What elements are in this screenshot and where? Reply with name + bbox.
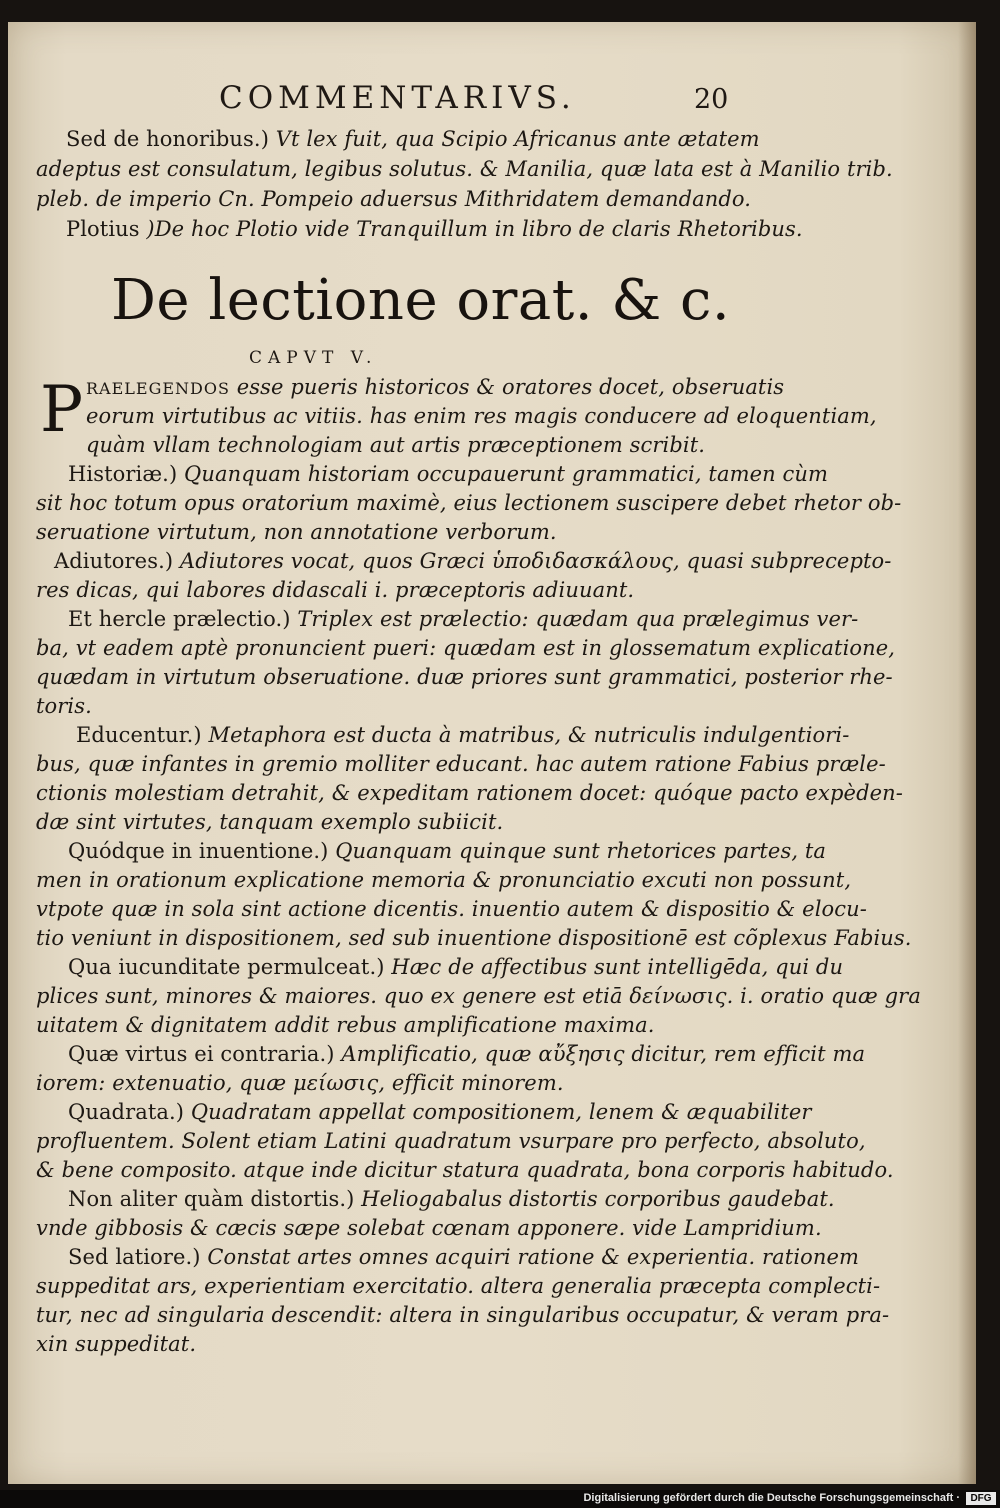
text-line <box>36 1302 889 1328</box>
commentary-text: seruatione virtutum, non annotatione verborum. <box>36 520 557 544</box>
dfg-credit-text: Digitalisierung gefördert durch die Deutsche Forschungsgemeinschaft · <box>583 1492 960 1504</box>
drop-cap: P <box>40 373 84 447</box>
commentary-text: Heliogabalus distortis corporibus gaudebat. <box>354 1187 835 1211</box>
text-line <box>66 216 803 242</box>
commentary-text: men in orationum explicatione memoria & pronunciatio excuti non possunt, <box>36 868 852 892</box>
book-page <box>8 22 976 1484</box>
commentary-text: sit hoc totum opus oratorium maximè, eius lectionem suscipere debet rhetor ob- <box>36 491 902 515</box>
commentary-text: profluentem. Solent etiam Latini quadratum vsurpare pro perfecto, absoluto, <box>36 1129 866 1153</box>
lemma: Educentur.) <box>76 723 202 747</box>
commentary-text: vnde gibbosis & cæcis sæpe solebat cœnam apponere. vide Lampridium. <box>36 1216 822 1240</box>
commentary-text: pleb. de imperio Cn. Pompeio aduersus Mithridatem demandando. <box>36 187 752 211</box>
text-line <box>68 1041 865 1067</box>
commentary-text: iorem: extenuatio, quæ μείωσις, efficit minorem. <box>36 1071 564 1095</box>
commentary-text: Adiutores vocat, quos Græci ὑποδιδασκάλους, quasi subprecepto- <box>173 549 892 573</box>
commentary-text: xin suppeditat. <box>36 1332 197 1356</box>
page-text-block <box>16 22 976 1484</box>
commentary-text: & bene composito. atque inde dicitur statura quadrata, bona corporis habitudo. <box>36 1158 894 1182</box>
lemma: Sed latiore.) <box>68 1245 201 1269</box>
commentary-text: Vt lex fuit, qua Scipio Africanus ante ætatem <box>268 127 760 151</box>
text-line <box>36 751 886 777</box>
text-line <box>36 156 893 182</box>
lemma: Et hercle prælectio.) <box>68 607 291 631</box>
commentary-text: esse pueris historicos & oratores docet, obseruatis <box>229 375 785 399</box>
text-line <box>36 1157 894 1183</box>
commentary-text: Quanquam historiam occupauerunt grammatici, tamen cùm <box>177 462 829 486</box>
text-line <box>68 606 858 632</box>
text-line <box>86 432 705 458</box>
commentary-text: ctionis molestiam detrahit, & expeditam rationem docet: quóque pacto expèden- <box>36 781 903 805</box>
commentary-text: Quadratam appellat compositionem, lenem & æquabiliter <box>184 1100 812 1124</box>
commentary-text: eorum virtutibus ac vitiis. has enim res magis conducere ad eloquentiam, <box>86 404 877 428</box>
text-line <box>36 186 751 212</box>
text-line <box>36 577 634 603</box>
text-line <box>36 635 895 661</box>
text-line <box>36 1273 880 1299</box>
commentary-text: Amplificatio, quæ αὔξησις dicitur, rem efficit ma <box>334 1042 866 1066</box>
text-line <box>36 519 557 545</box>
text-line <box>36 490 901 516</box>
lemma: RAELEGENDOS <box>86 379 230 398</box>
commentary-text: ba, vt eadem aptè pronuncient pueri: quædam est in glossematum explicatione, <box>36 636 896 660</box>
text-line <box>68 838 826 864</box>
commentary-text: tur, nec ad singularia descendit: altera in singularibus occupatur, & veram pra- <box>36 1303 890 1327</box>
text-line <box>76 722 849 748</box>
commentary-text: Hæc de affectibus sunt intelligēda, qui du <box>384 955 844 979</box>
commentary-text: vtpote quæ in sola sint actione dicentis. inuentio autem & dispositio & elocu- <box>36 897 867 921</box>
text-line <box>54 548 891 574</box>
text-line <box>36 664 893 690</box>
lemma: Plotius <box>66 217 140 241</box>
commentary-text: quàm vllam technologiam aut artis præceptionem scribit. <box>86 433 706 457</box>
lemma: Historiæ.) <box>68 462 178 486</box>
text-line <box>68 1244 859 1270</box>
text-line <box>36 1128 866 1154</box>
running-title: COMMENTARIVS. <box>219 80 576 116</box>
commentary-text: Metaphora est ducta à matribus, & nutriculis indulgentiori- <box>201 723 850 747</box>
commentary-text: quædam in virtutum obseruatione. duæ priores sunt grammatici, posterior rhe- <box>36 665 893 689</box>
text-line <box>86 374 784 402</box>
text-line <box>36 867 851 893</box>
text-line <box>36 809 503 835</box>
commentary-text: plices sunt, minores & maiores. quo ex genere est etiā δείνωσις. i. oratio quæ gra <box>36 984 921 1008</box>
text-line <box>36 693 92 719</box>
text-line <box>68 1099 812 1125</box>
commentary-text: uitatem & dignitatem addit rebus amplificatione maxima. <box>36 1013 655 1037</box>
lemma: Quódque in inuentione.) <box>68 839 329 863</box>
text-line <box>36 1012 655 1038</box>
commentary-text: suppeditat ars, experientiam exercitatio. altera generalia præcepta complecti- <box>36 1274 881 1298</box>
text-line <box>36 1070 564 1096</box>
lemma: Quæ virtus ei contraria.) <box>68 1042 335 1066</box>
commentary-text: Constat artes omnes acquiri ratione & experientia. rationem <box>200 1245 860 1269</box>
lemma: Qua iucunditate permulceat.) <box>68 955 385 979</box>
commentary-text: toris. <box>36 694 92 718</box>
commentary-text: adeptus est consulatum, legibus solutus. & Manilia, quæ lata est à Manilio trib. <box>36 157 893 181</box>
text-line <box>68 1186 835 1212</box>
text-line <box>68 954 843 980</box>
text-line <box>68 461 828 487</box>
lemma: Sed de honoribus.) <box>66 127 269 151</box>
text-line <box>36 1331 196 1357</box>
commentary-text: dæ sint virtutes, tanquam exemplo subiicit. <box>36 810 504 834</box>
lemma: Quadrata.) <box>68 1100 185 1124</box>
lemma: Adiutores.) <box>54 549 174 573</box>
page-number: 20 <box>694 84 729 115</box>
commentary-text: Triplex est prælectio: quædam qua prælegimus ver- <box>290 607 859 631</box>
lemma: Non aliter quàm distortis.) <box>68 1187 355 1211</box>
chapter-heading: CAPVT V. <box>249 348 378 368</box>
text-line <box>36 1215 822 1241</box>
text-line <box>66 126 760 152</box>
text-line <box>36 983 921 1009</box>
commentary-text: res dicas, qui labores didascali i. præceptoris adiuuant. <box>36 578 635 602</box>
text-line <box>36 896 867 922</box>
text-line <box>36 925 912 951</box>
commentary-text: tio veniunt in dispositionem, sed sub inuentione dispositionē est cõplexus Fabius. <box>36 926 912 950</box>
dfg-logo-icon: DFG <box>966 1492 996 1505</box>
section-title: De lectione orat. & c. <box>111 268 731 333</box>
text-line <box>86 403 877 429</box>
text-line <box>36 780 903 806</box>
commentary-text: Quanquam quinque sunt rhetorices partes, ta <box>328 839 827 863</box>
commentary-text: bus, quæ infantes in gremio molliter educant. hac autem ratione Fabius præle- <box>36 752 886 776</box>
commentary-text: )De hoc Plotio vide Tranquillum in libro de claris Rhetoribus. <box>139 217 803 241</box>
